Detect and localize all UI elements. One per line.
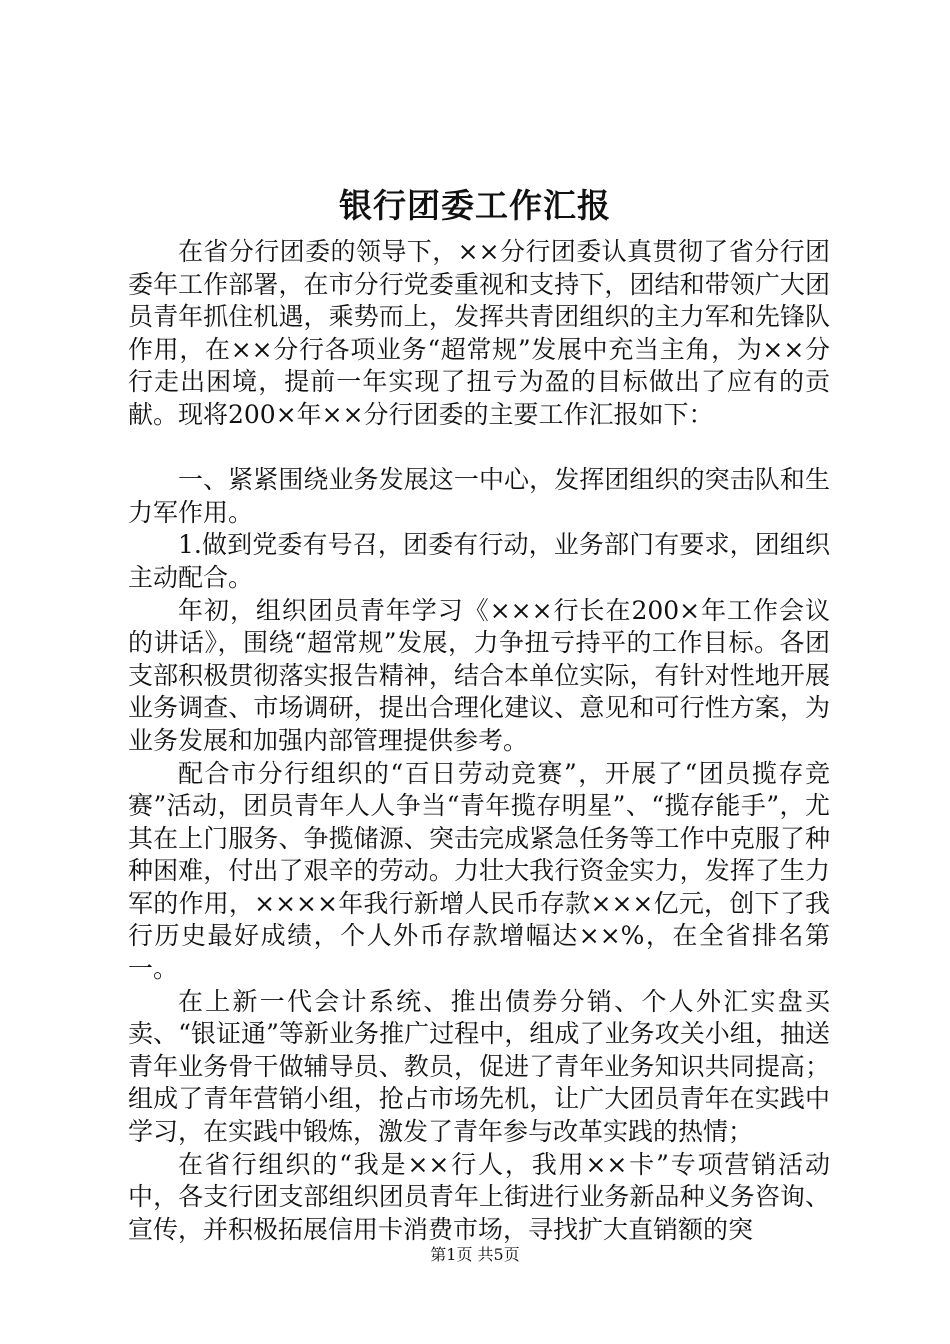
page-number-footer: 第1页 共5页 [430,1245,520,1264]
paragraph-section-heading: 一、紧紧围绕业务发展这一中心，发挥团组织的突击队和生力军作用。 [128,465,830,527]
document-title: 银行团委工作汇报 [339,186,611,225]
paragraph-marketing: 在省行组织的“我是××行人，我用××卡”专项营销活动中，各支行团支部组织团员青年上街进行业务新品种义务咨询、宣传，并积极拓展信用卡消费市场，寻找扩大直销额的突 [128,1149,830,1244]
paragraph-item-1: 1.做到党委有号召，团委有行动，业务部门有要求，团组织主动配合。 [128,530,830,592]
paragraph-study: 年初，组织团员青年学习《×××行长在200×年工作会议的讲话》，围绕“超常规”发展，力争扭亏持平的工作目标。各团支部积极贯彻落实报告精神，结合本单位实际，有针对性地开展业务调查、市场调研，提出合理化建议、意见和可行性方案，为业务发展和加强内部管理提供参考。 [128,595,830,755]
paragraph-competition: 配合市分行组织的“百日劳动竞赛”，开展了“团员揽存竞赛”活动，团员青年人人争当“青年揽存明星”、“揽存能手”，尤其在上门服务、争揽储源、突击完成紧急任务等工作中克服了种种困难，付出了艰辛的劳动。力壮大我行资金实力，发挥了生力军的作用，××××年我行新增人民币存款×××亿元，创下了我行历史最好成绩，个人外币存款增幅达××%，在全省排名第一。 [128,758,830,984]
paragraph-intro: 在省分行团委的领导下，××分行团委认真贯彻了省分行团委年工作部署，在市分行党委重视和支持下，团结和带领广大团员青年抓住机遇，乘势而上，发挥共青团组织的主力军和先锋队作用，在××分行各项业务“超常规”发展中充当主角，为××分行走出困境，提前一年实现了扭亏为盈的目标做出了应有的贡献。现将200×年××分行团委的主要工作汇报如下： [128,237,830,429]
paragraph-new-business: 在上新一代会计系统、推出债券分销、个人外汇实盘买卖、“银证通”等新业务推广过程中，组成了业务攻关小组，抽送青年业务骨干做辅导员、教员，促进了青年业务知识共同提高；组成了青年营销小组，抢占市场先机，让广大团员青年在实践中学习，在实践中锻炼，激发了青年参与改革实践的热情； [128,986,830,1147]
document-body [128,236,830,1246]
